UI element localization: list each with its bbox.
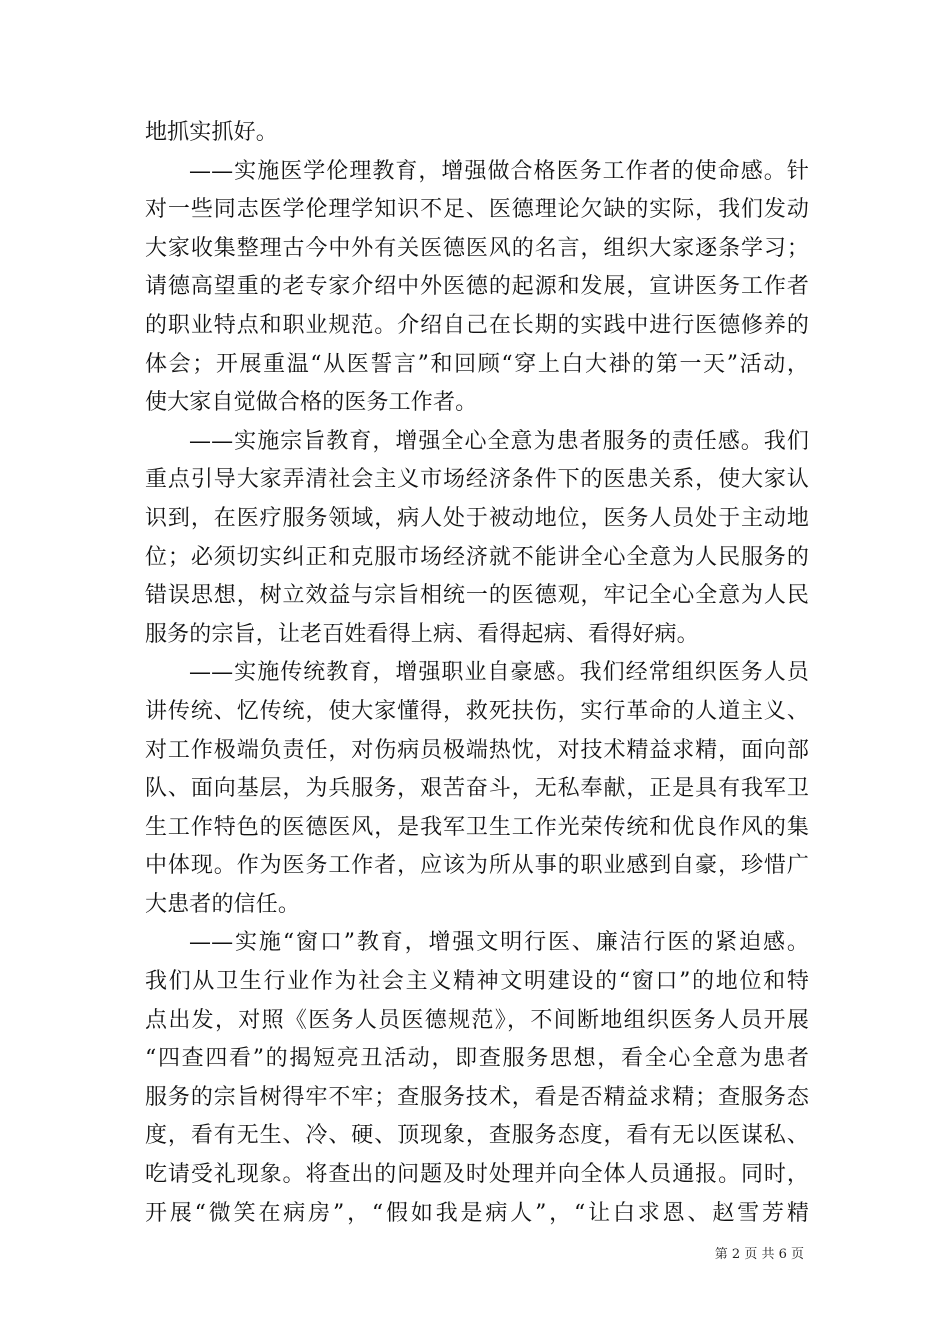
text-line: 对工作极端负责任，对伤病员极端热忱，对技术精益求精，面向部 bbox=[145, 737, 809, 763]
text-line: 生工作特色的医德医风，是我军卫生工作光荣传统和优良作风的集 bbox=[145, 814, 809, 840]
text-line: 点出发，对照《医务人员医德规范》，不间断地组织医务人员开展 bbox=[145, 1007, 809, 1033]
text-line: 错误思想，树立效益与宗旨相统一的医德观，牢记全心全意为人民 bbox=[145, 583, 809, 609]
text-line: 使大家自觉做合格的医务工作者。 bbox=[145, 390, 478, 416]
text-line: 识到，在医疗服务领域，病人处于被动地位，医务人员处于主动地 bbox=[145, 505, 809, 531]
text-line: 重点引导大家弄清社会主义市场经济条件下的医患关系，使大家认 bbox=[145, 467, 809, 493]
text-line: 中体现。作为医务工作者，应该为所从事的职业感到自豪，珍惜广 bbox=[145, 853, 809, 879]
text-line: 队、面向基层，为兵服务，艰苦奋斗，无私奉献，正是具有我军卫 bbox=[145, 776, 809, 802]
text-line: 吃请受礼现象。将查出的问题及时处理并向全体人员通报。同时， bbox=[145, 1162, 809, 1188]
text-line: “四查四看”的揭短亮丑活动，即查服务思想，看全心全意为患者 bbox=[145, 1046, 809, 1072]
text-line: 服务的宗旨树得牢不牢；查服务技术，看是否精益求精；查服务态 bbox=[145, 1084, 809, 1110]
text-line: 对一些同志医学伦理学知识不足、医德理论欠缺的实际，我们发动 bbox=[145, 197, 809, 223]
paragraph-start-line: ——实施“窗口”教育，增强文明行医、廉洁行医的紧迫感。 bbox=[189, 930, 809, 956]
text-line: 开展“微笑在病房”，“假如我是病人”，“让白求恩、赵雪芳精 bbox=[145, 1200, 809, 1226]
text-line: 大家收集整理古今中外有关医德医风的名言，组织大家逐条学习； bbox=[145, 235, 809, 261]
text-line: 地抓实抓好。 bbox=[145, 120, 278, 145]
text-line: 请德高望重的老专家介绍中外医德的起源和发展，宣讲医务工作者 bbox=[145, 274, 809, 300]
paragraph-start-line: ——实施宗旨教育，增强全心全意为患者服务的责任感。我们 bbox=[189, 428, 809, 454]
paragraph-start-line: ——实施医学伦理教育，增强做合格医务工作者的使命感。针 bbox=[189, 158, 809, 184]
text-line: 位；必须切实纠正和克服市场经济就不能讲全心全意为人民服务的 bbox=[145, 544, 809, 570]
text-line: 度，看有无生、冷、硬、顶现象，查服务态度，看有无以医谋私、 bbox=[145, 1123, 809, 1149]
body-text bbox=[145, 114, 809, 1233]
text-line: 我们从卫生行业作为社会主义精神文明建设的“窗口”的地位和特 bbox=[145, 969, 809, 995]
text-line: 大患者的信任。 bbox=[145, 891, 301, 917]
text-line: 体会；开展重温“从医誓言”和回顾“穿上白大褂的第一天”活动， bbox=[145, 351, 809, 377]
text-line: 的职业特点和职业规范。介绍自己在长期的实践中进行医德修养的 bbox=[145, 312, 809, 338]
page-number: 第 2 页 共 6 页 bbox=[714, 1247, 804, 1262]
text-line: 讲传统、忆传统，使大家懂得，救死扶伤，实行革命的人道主义、 bbox=[145, 698, 809, 724]
paragraph-start-line: ——实施传统教育，增强职业自豪感。我们经常组织医务人员 bbox=[189, 660, 809, 686]
text-line: 服务的宗旨，让老百姓看得上病、看得起病、看得好病。 bbox=[145, 621, 699, 647]
